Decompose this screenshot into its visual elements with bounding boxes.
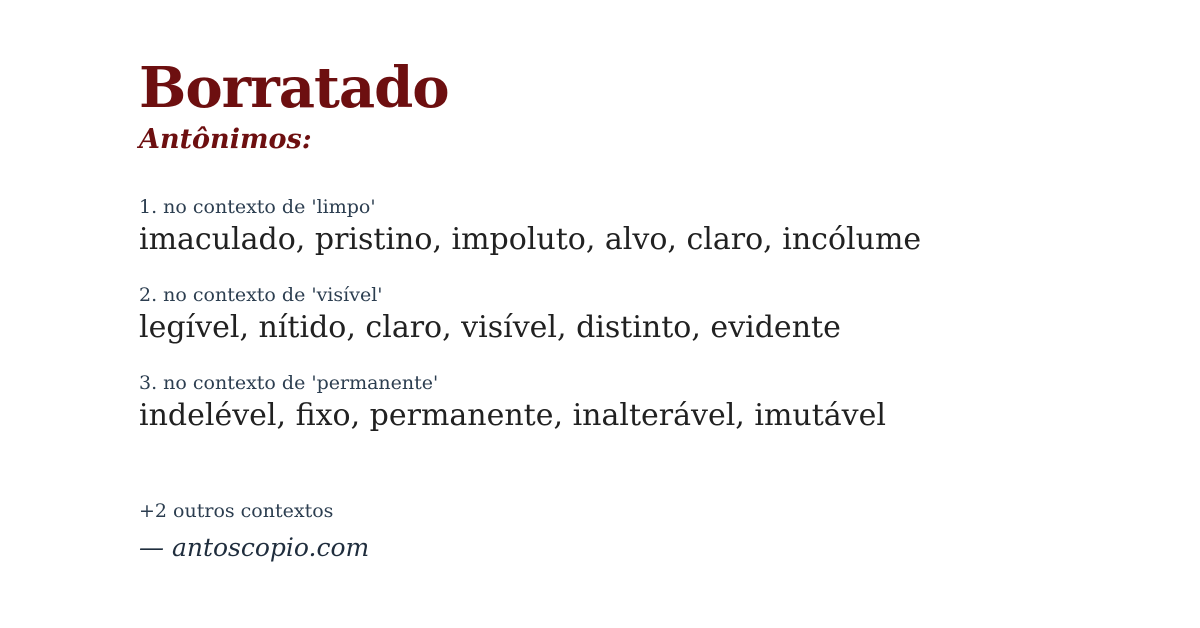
context-item-1 [139,194,1140,260]
contexts-list [139,194,1140,436]
context-label-3: 3. no contexto de 'permanente' [139,371,439,394]
context-label-2: 2. no contexto de 'visível' [139,283,383,306]
context-item-3 [139,370,1140,436]
context-antonyms-1: imaculado, pristino, impoluto, alvo, claro, incólume [139,221,922,257]
subtitle-antonimos: Antônimos: [139,123,312,155]
page-title: Borratado [139,55,449,121]
card-content [139,55,1140,524]
context-antonyms-2: legível, nítido, claro, visível, distinto, evidente [139,309,841,345]
more-contexts-link[interactable]: +2 outros contextos [139,499,334,522]
attribution: — antoscopio.com [139,533,370,562]
context-label-1: 1. no contexto de 'limpo' [139,195,376,218]
context-item-2 [139,282,1140,348]
context-antonyms-3: indelével, fixo, permanente, inalterável, imutável [139,397,886,433]
